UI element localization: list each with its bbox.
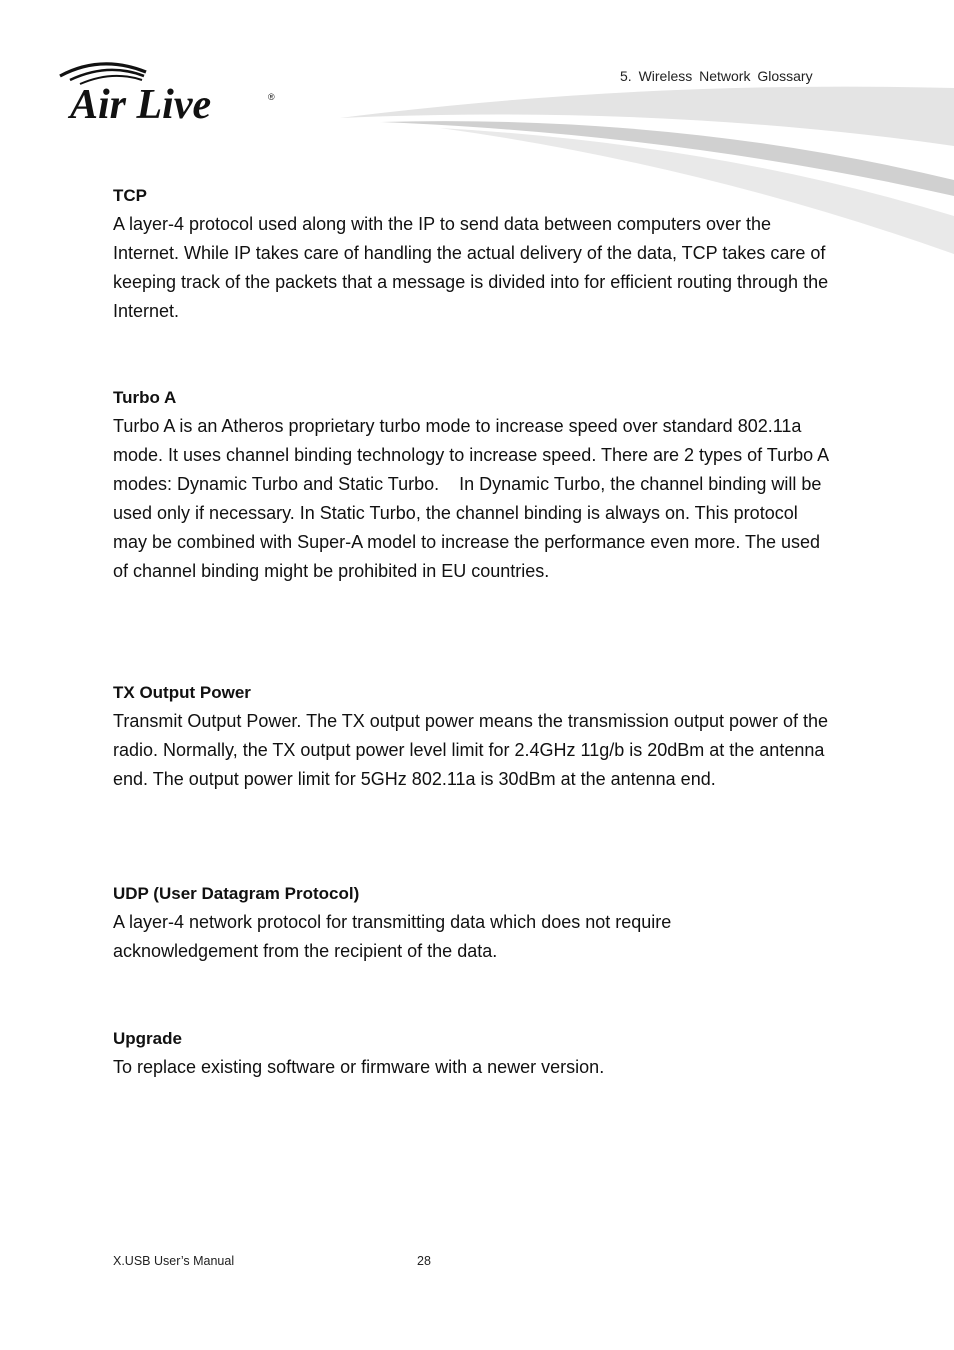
entry-definition: Turbo A is an Atheros proprietary turbo mode to increase speed over standard 802.11a mode. It uses channel binding technology to increase speed. There are 2 types of Turbo A modes: Dynamic Turbo and Static Turbo. In Dynamic Turbo, the channel binding will be used only if necessary. In Static Turbo, the channel binding is always on. This protocol may be combined with Super-A model to increase the performance even more. The used of channel binding might be prohibited in EU countries. (113, 416, 834, 581)
svg-text:®: ® (268, 92, 275, 102)
footer-manual-title: X.USB User’s Manual (113, 1254, 235, 1268)
section-header: 5. Wireless Network Glossary (620, 68, 813, 84)
glossary-entry-tcp (113, 181, 833, 326)
glossary-entry-tx-output-power (113, 678, 833, 794)
logo-wordmark: Air Live (70, 82, 212, 128)
entry-term: Upgrade (113, 1029, 182, 1048)
glossary-entry-upgrade (113, 1024, 833, 1082)
entry-term: UDP (User Datagram Protocol) (113, 884, 360, 903)
entry-definition: A layer-4 protocol used along with the IP to send data between computers over the Internet. While IP takes care of handling the actual delivery of the data, TCP takes care of keeping track of the packets that a message is divided into for efficient routing through the Internet. (113, 214, 829, 321)
footer-page-number: 28 (417, 1254, 431, 1268)
airlive-logo (56, 58, 288, 128)
glossary-entry-turbo-a (113, 383, 833, 586)
entry-definition: To replace existing software or firmware with a newer version. (113, 1057, 605, 1077)
glossary-entry-udp (113, 879, 833, 966)
entry-term: Turbo A (113, 388, 177, 407)
entry-term: TCP (113, 186, 147, 205)
entry-definition: A layer-4 network protocol for transmitting data which does not require acknowledgement from the recipient of the data. (113, 912, 672, 961)
entry-definition: Transmit Output Power. The TX output power means the transmission output power of the radio. Normally, the TX output power level limit for 2.4GHz 11g/b is 20dBm at the antenna end. The output power limit for 5GHz 802.11a is 30dBm at the antenna end. (113, 711, 829, 789)
entry-term: TX Output Power (113, 683, 251, 702)
